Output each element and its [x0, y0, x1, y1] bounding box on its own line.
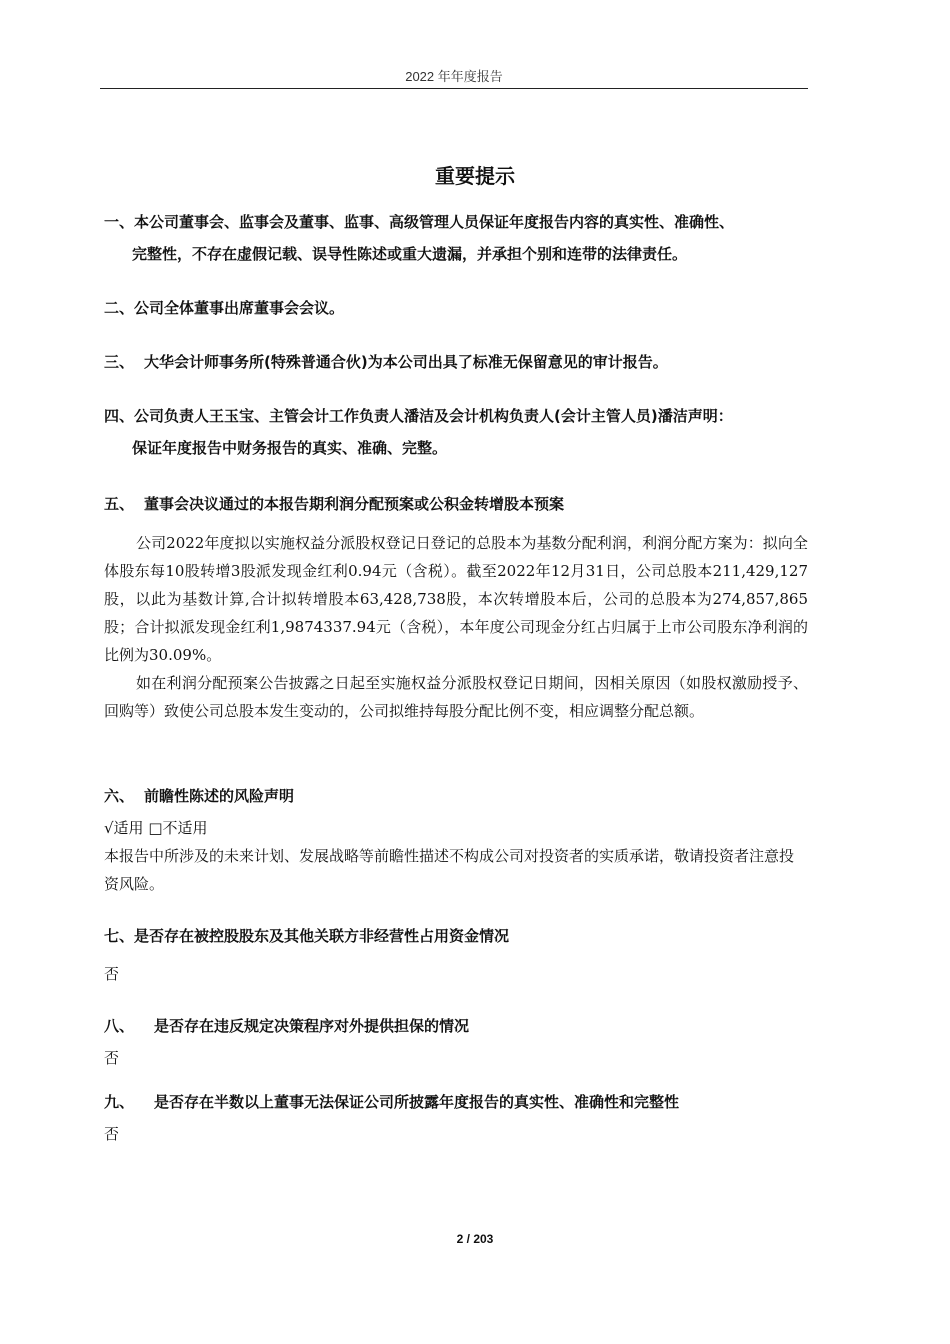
- notice-item-4: [104, 400, 810, 464]
- item-text: 前瞻性陈述的风险声明: [144, 787, 295, 805]
- item-text: 是否存在被控股股东及其他关联方非经营性占用资金情况: [134, 927, 510, 945]
- page-title: 重要提示: [435, 164, 515, 188]
- notice-item-1: [104, 206, 810, 270]
- item-number: 一、: [104, 213, 135, 231]
- paragraph: 公司2022年度拟以实施权益分派股权登记日登记的总股本为基数分配利润，利润分配方案为：拟向全体股东每10股转增3股派发现金红利0.94元（含税）。截至2022年12月31日，公司总股本211,429,127股，以此为基数计算,合计拟转增股本63,428,738股，本次转增股本后，公司的总股本为274,857,865股；合计拟派发现金红利1,9874337.94元（含税），本年度公司现金分红占归属于上市公司股东净利润的比例为30.09%。: [104, 534, 808, 664]
- header-rule: [100, 88, 808, 89]
- item-text-continued: 保证年度报告中财务报告的真实、准确、完整。: [132, 439, 448, 457]
- item-number: 三、: [104, 353, 135, 371]
- item-number: 八、: [104, 1017, 135, 1035]
- risk-statement-body: 本报告中所涉及的未来计划、发展战略等前瞻性描述不构成公司对投资者的实质承诺，敬请投资者注意投资风险。: [104, 847, 795, 893]
- notice-item-7: [104, 920, 810, 952]
- notice-item-9: [104, 1086, 810, 1118]
- paragraph: 如在利润分配预案公告披露之日起至实施权益分派股权登记日期间，因相关原因（如股权激励授予、回购等）致使公司总股本发生变动的，公司拟维持每股分配比例不变，相应调整分配总额。: [104, 674, 808, 720]
- profit-distribution-body: [104, 529, 808, 725]
- notice-item-2: [104, 292, 810, 324]
- page-number: 2 / 203: [456, 1232, 494, 1246]
- notice-item-6: [104, 780, 810, 812]
- item-number: 七、: [104, 927, 135, 945]
- item-number: 五、: [104, 495, 135, 513]
- item-number: 九、: [104, 1093, 135, 1111]
- item-text: 公司全体董事出席董事会会议。: [134, 299, 345, 317]
- item-text: 大华会计师事务所(特殊普通合伙)为本公司出具了标准无保留意见的审计报告。: [144, 353, 668, 371]
- item-text-continued: 完整性，不存在虚假记载、误导性陈述或重大遗漏，并承担个别和连带的法律责任。: [132, 245, 688, 263]
- notice-item-8: [104, 1010, 810, 1042]
- answer: 否: [104, 965, 120, 983]
- item-number: 四、: [104, 407, 135, 425]
- item-text: 公司负责人王玉宝、主管会计工作负责人潘洁及会计机构负责人(会计主管人员)潘洁声明：: [134, 407, 733, 425]
- item-text: 董事会决议通过的本报告期利润分配预案或公积金转增股本预案: [144, 495, 565, 513]
- answer: 否: [104, 1125, 120, 1143]
- item-number: 六、: [104, 787, 135, 805]
- notice-item-3: [104, 346, 810, 378]
- item-text: 是否存在违反规定决策程序对外提供担保的情况: [154, 1017, 470, 1035]
- item-number: 二、: [104, 299, 135, 317]
- item-text: 本公司董事会、监事会及董事、监事、高级管理人员保证年度报告内容的真实性、准确性、: [134, 213, 735, 231]
- answer: 否: [104, 1049, 120, 1067]
- applicability-options: √适用 □不适用: [104, 819, 208, 837]
- notice-item-5: [104, 488, 810, 520]
- item-text: 是否存在半数以上董事无法保证公司所披露年度报告的真实性、准确性和完整性: [154, 1093, 680, 1111]
- running-header: 2022 年年度报告: [405, 69, 503, 84]
